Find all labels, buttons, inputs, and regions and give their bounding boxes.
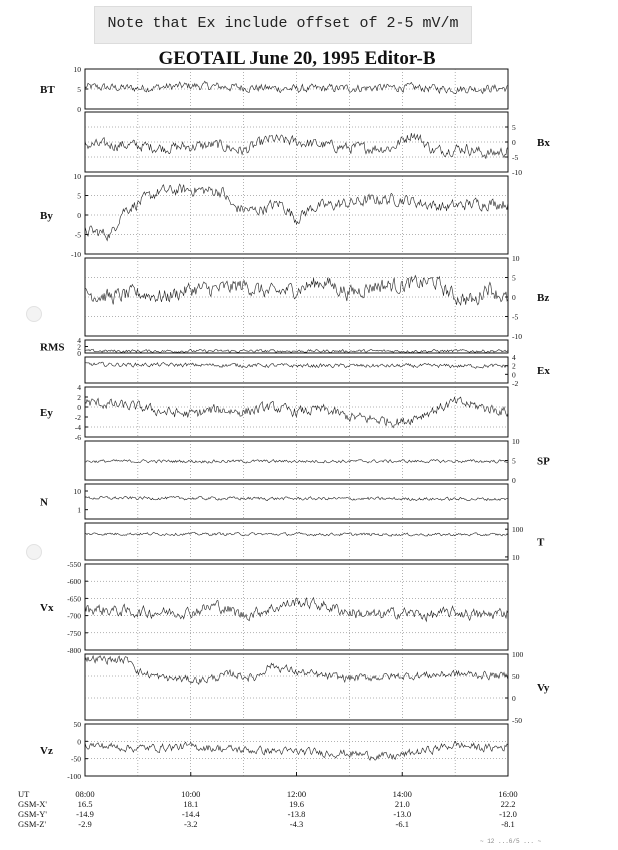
tick-label-ey: 0 bbox=[77, 403, 81, 412]
panel-label-n: N bbox=[40, 496, 48, 509]
tick-label-sp: 10 bbox=[512, 437, 520, 446]
tick-label-vx: -800 bbox=[67, 646, 81, 655]
position-value: -3.2 bbox=[184, 819, 198, 829]
tick-label-bx: -5 bbox=[512, 153, 519, 162]
position-value: 19.6 bbox=[289, 799, 304, 809]
tick-label-rms: 0 bbox=[77, 349, 81, 358]
position-value: -13.8 bbox=[287, 809, 306, 819]
tick-label-by: 0 bbox=[77, 211, 81, 220]
row-label-ut: UT bbox=[18, 789, 30, 799]
panel-frame-n bbox=[85, 484, 508, 519]
position-value: 16.5 bbox=[77, 799, 93, 809]
tick-label-rms: 2 bbox=[77, 342, 81, 352]
tick-label-bt: 5 bbox=[77, 85, 81, 94]
tick-label-vy: 50 bbox=[512, 672, 520, 681]
tick-label-ey: -4 bbox=[74, 423, 81, 432]
position-value: -13.0 bbox=[393, 809, 412, 819]
panel-label-t: T bbox=[537, 536, 545, 549]
position-value: -14.9 bbox=[76, 809, 94, 819]
tick-label-vy: -50 bbox=[512, 716, 522, 725]
row-label-gsmz: GSM-Z' bbox=[18, 819, 46, 829]
tick-label-ex: 4 bbox=[512, 353, 516, 362]
chart-title: GEOTAIL June 20, 1995 Editor-B bbox=[158, 48, 436, 69]
tick-label-vx: -600 bbox=[67, 577, 81, 587]
x-tick-label: 08:00 bbox=[75, 789, 95, 799]
position-value: -12.0 bbox=[499, 809, 517, 819]
panel-label-bz: Bz bbox=[537, 292, 550, 304]
panel-label-rms: RMS bbox=[40, 341, 65, 354]
offset-note-text: Note that Ex include offset of 2-5 mV/m bbox=[107, 15, 459, 32]
panel-label-bx: Bx bbox=[537, 137, 550, 149]
panel-label-ey: Ey bbox=[40, 407, 53, 419]
tick-label-bx: -10 bbox=[512, 168, 522, 177]
tick-label-ey: 2 bbox=[77, 393, 81, 402]
position-value: -14.4 bbox=[181, 809, 200, 819]
x-tick-label: 10:00 bbox=[181, 789, 201, 799]
tick-label-bz: -10 bbox=[512, 332, 522, 341]
tick-label-bz: 5 bbox=[512, 273, 516, 283]
panel-label-sp: SP bbox=[537, 455, 550, 468]
tick-label-bz: 10 bbox=[512, 254, 520, 263]
tick-label-ey: -6 bbox=[74, 433, 81, 442]
tick-label-vx: -550 bbox=[67, 560, 81, 569]
tick-label-ex: 2 bbox=[512, 361, 516, 371]
tick-label-ey: -2 bbox=[74, 413, 81, 422]
tick-label-ey: 4 bbox=[77, 383, 81, 392]
panel-label-ex: Ex bbox=[537, 365, 550, 377]
tick-label-vx: -650 bbox=[67, 594, 81, 604]
row-label-gsmx: GSM-X' bbox=[18, 799, 47, 809]
position-value: -8.1 bbox=[501, 819, 515, 829]
position-value: 22.2 bbox=[500, 799, 516, 809]
tick-label-by: 10 bbox=[73, 172, 81, 181]
tick-label-ex: -2 bbox=[512, 379, 519, 388]
tick-label-sp: 0 bbox=[512, 476, 516, 485]
tick-label-vy: 100 bbox=[512, 650, 524, 659]
tick-label-vz: -100 bbox=[67, 772, 81, 781]
tick-label-vz: 0 bbox=[77, 737, 81, 747]
tick-label-by: 5 bbox=[77, 191, 81, 201]
position-value: -6.1 bbox=[395, 819, 409, 829]
tick-label-vz: -50 bbox=[71, 754, 81, 764]
panel-label-vx: Vx bbox=[40, 602, 54, 614]
tick-label-bz: 0 bbox=[512, 293, 516, 302]
panel-label-vy: Vy bbox=[537, 682, 550, 694]
x-tick-label: 16:00 bbox=[498, 789, 518, 799]
print-stamp: ~ 12 ...6/5 ... ~ bbox=[480, 838, 542, 845]
tick-label-t: 10 bbox=[512, 552, 520, 562]
tick-label-bz: -5 bbox=[512, 312, 519, 322]
row-label-gsmy: GSM-Y' bbox=[18, 809, 47, 819]
tick-label-sp: 5 bbox=[512, 456, 516, 466]
position-value: 21.0 bbox=[394, 799, 410, 809]
panel-label-bt: BT bbox=[40, 84, 55, 96]
tick-label-n: 1 bbox=[77, 505, 81, 515]
x-tick-label: 14:00 bbox=[392, 789, 412, 799]
tick-label-vy: 0 bbox=[512, 694, 516, 703]
panel-label-vz: Vz bbox=[40, 745, 53, 757]
tick-label-n: 10 bbox=[73, 487, 81, 496]
tick-label-rms: 4 bbox=[77, 336, 81, 345]
tick-label-vz: 50 bbox=[73, 720, 81, 729]
position-value: 18.1 bbox=[183, 799, 199, 809]
position-value: -4.3 bbox=[289, 819, 304, 829]
tick-label-bt: 10 bbox=[73, 65, 81, 74]
tick-label-ex: 0 bbox=[512, 370, 516, 380]
panel-label-by: By bbox=[40, 210, 53, 222]
tick-label-bt: 0 bbox=[77, 105, 81, 114]
position-value: -2.9 bbox=[78, 819, 92, 829]
tick-label-bx: 0 bbox=[512, 138, 516, 147]
tick-label-vx: -700 bbox=[67, 611, 81, 621]
x-tick-label: 12:00 bbox=[286, 789, 307, 799]
tick-label-bx: 5 bbox=[512, 123, 516, 132]
tick-label-by: -10 bbox=[71, 250, 81, 259]
tick-label-by: -5 bbox=[74, 230, 81, 240]
tick-label-t: 100 bbox=[512, 525, 524, 535]
tick-label-vx: -750 bbox=[67, 628, 81, 638]
